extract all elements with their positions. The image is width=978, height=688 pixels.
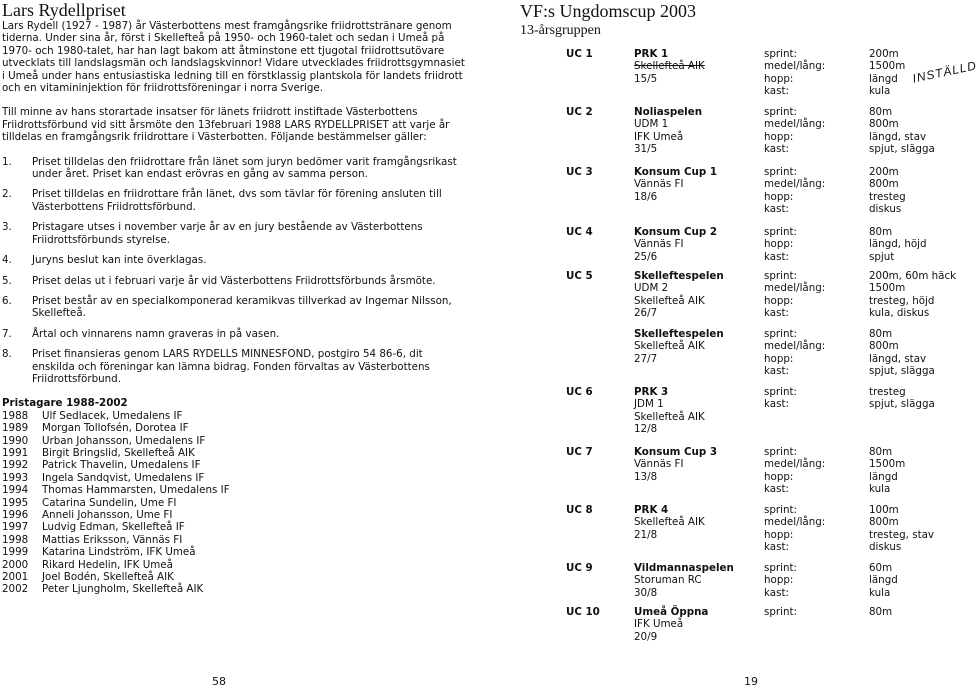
winner-row [2,447,470,459]
event-row [764,562,898,574]
competition-detail: 12/8 [634,423,658,436]
event-row [764,251,927,263]
competition-id: UC 10 [566,606,600,618]
event-value: längd, höjd [869,238,927,251]
rule-text: Priset tilldelas den friidrottare från länet som juryn bedömer varit framgångsrikast under året. Priset kan endast erövras en gång av samma person. [32,155,457,181]
event-row [764,386,935,398]
competition-events [764,166,906,216]
event-row [764,60,905,72]
competition-detail: UDM 2 [634,282,669,295]
competition-detail: IFK Umeå [634,618,684,631]
event-row [764,398,935,410]
competition-id: UC 5 [566,270,593,282]
competition-detail: 13/8 [634,470,658,483]
event-value: 800m [869,516,899,529]
event-value: 80m [869,446,893,458]
cancelled-stamp: INSTÄLLD [911,58,978,86]
event-row [764,238,927,250]
event-value: 200m [869,48,899,60]
rule-item [2,295,466,320]
winner-year: 1995 [2,496,29,509]
event-value: 1500m [869,282,906,295]
event-value: tresteg, höjd [869,294,935,307]
event-row [764,458,905,470]
event-row [764,295,956,307]
event-value: kula [869,483,891,496]
competition-info [634,328,724,365]
winner-year: 2000 [2,558,29,571]
right-page [520,0,978,688]
winner-name: Ludvig Edman, Skellefteå IF [42,521,185,534]
competition-events [764,606,892,618]
competition-events [764,504,934,554]
event-category: hopp: [764,190,794,203]
event-category: hopp: [764,72,794,85]
winners-list [0,410,470,596]
competition-events [764,270,956,320]
event-value: kula, diskus [869,307,930,320]
event-row [764,446,905,458]
winner-name: Peter Ljungholm, Skellefteå AIK [42,583,204,596]
winner-name: Rikard Hedelin, IFK Umeå [42,558,173,571]
rule-number: 8. [2,348,12,361]
competition-name: PRK 3 [634,386,669,398]
winner-name: Catarina Sundelin, Ume FI [42,496,177,509]
event-value: 1500m [869,60,906,73]
event-value: 80m [869,106,893,118]
competition-id: UC 6 [566,386,593,398]
event-row [764,191,906,203]
event-category: medel/lång: [764,118,826,131]
winner-name: Morgan Tollofsén, Dorotea IF [42,422,189,435]
event-value: spjut, slägga [869,143,935,156]
event-category: kast: [764,541,789,554]
winner-row [2,559,470,571]
event-row [764,483,905,495]
competition-detail: 30/8 [634,586,658,599]
event-value: diskus [869,541,902,554]
winner-row [2,546,470,558]
event-value: 800m [869,178,899,191]
competition-detail: 15/5 [634,72,658,85]
rule-text: Priset finansieras genom LARS RYDELLS MINNESFOND, postgiro 54 86-6, dit enskilda och föreningar kan lämna bidrag. Fonden förvaltas av Västerbottens Friidrottsförbund. [32,348,430,385]
competition-events [764,386,935,411]
rule-item [2,156,466,181]
competition-events [764,106,935,156]
event-category: kast: [764,398,789,411]
rule-text: Priset tilldelas en friidrottare från länet, dvs som tävlar för förening ansluten till Västerbottens Friidrottsförbund. [32,188,442,213]
event-row [764,226,927,238]
event-value: diskus [869,203,902,216]
page-number: 19 [744,674,758,688]
rule-text: Pristagare utses i november varje år av en jury bestående av Västerbottens Friidrottsförbunds styrelse. [32,221,423,246]
event-category: sprint: [764,446,798,458]
event-category: kast: [764,483,789,496]
rule-number: 2. [2,188,12,201]
event-value: längd [869,72,898,85]
competition-info [634,606,708,643]
winner-name: Katarina Lindström, IFK Umeå [42,546,196,559]
rule-text: Priset består av en specialkomponerad keramikvas tillverkad av Ingemar Nilsson, Skellefteå. [32,294,452,320]
rules-list [0,156,470,386]
winner-row [2,521,470,533]
competition-id: UC 3 [566,166,593,178]
event-category: sprint: [764,562,798,574]
event-value: tresteg [869,190,906,203]
event-category: medel/lång: [764,340,826,353]
rule-number: 4. [2,254,12,267]
event-value: 800m [869,118,899,131]
event-category: hopp: [764,238,794,251]
competition-detail: Skellefteå AIK [634,340,705,353]
event-category: sprint: [764,270,798,282]
event-value: spjut, slägga [869,365,935,378]
statutes-paragraph: Till minne av hans storartade insatser för länets friidrott instiftade Västerbottens Friidrottsförbund vid sitt årsmöte den 13februari 1988 LARS RYDELLPRISET att varje år tilldelas en framgångsrik friidrottare i Västerbotten. Följande bestämmelser gäller: [2,106,450,144]
competition-detail: 18/6 [634,190,658,203]
competition-detail: 20/9 [634,630,658,643]
event-category: kast: [764,586,789,599]
event-row [764,587,898,599]
competition-name: Konsum Cup 2 [634,226,717,238]
event-category: sprint: [764,386,798,398]
winner-year: 1994 [2,484,29,497]
competition-events [764,226,927,263]
winner-year: 1990 [2,434,29,447]
winner-year: 1997 [2,521,29,534]
competition-name: Noliaspelen [634,106,703,118]
competition-detail: Vännäs FI [634,178,684,191]
event-row [764,516,934,528]
rule-number: 6. [2,294,12,307]
event-row [764,529,934,541]
competition-detail: Vännäs FI [634,238,684,251]
event-row [764,574,898,586]
age-group-subtitle: 13-årsgruppen [520,23,601,38]
competition-detail: UDM 1 [634,118,669,131]
event-category: sprint: [764,328,798,340]
competition-detail: Vännäs FI [634,458,684,471]
event-row [764,504,934,516]
event-row [764,353,935,365]
competition-name: Umeå Öppna [634,606,709,618]
rule-item [2,188,466,213]
event-value: tresteg [869,386,906,398]
event-category: medel/lång: [764,458,826,471]
event-row [764,282,956,294]
rule-text: Priset delas ut i februari varje år vid Västerbottens Friidrottsförbunds årsmöte. [32,274,436,287]
competition-name: PRK 4 [634,504,669,516]
competition-id: UC 8 [566,504,593,516]
event-value: längd [869,470,898,483]
winner-name: Urban Johansson, Umedalens IF [42,434,206,447]
event-value: spjut [869,250,895,263]
event-value: kula [869,586,891,599]
event-category: sprint: [764,606,798,618]
competition-detail: Skellefteå AIK [634,294,705,307]
winner-row [2,571,470,583]
event-category: hopp: [764,574,794,587]
event-row [764,143,935,155]
competition-detail: Skellefteå AIK [634,60,705,73]
winner-year: 1992 [2,459,29,472]
event-value: 100m [869,504,899,516]
winner-year: 2001 [2,571,29,584]
event-row [764,73,905,85]
competition-name: Skelleftespelen [634,270,724,282]
event-row [764,365,935,377]
winner-year: 2002 [2,583,29,596]
event-category: kast: [764,143,789,156]
competition-info [634,446,717,483]
competition-name: Skelleftespelen [634,328,724,340]
rule-item [2,328,466,340]
competition-info [634,504,705,541]
competition-name: Vildmannaspelen [634,562,734,574]
event-category: medel/lång: [764,60,826,73]
event-category: sprint: [764,226,798,238]
event-category: medel/lång: [764,178,826,191]
competition-events [764,328,935,378]
event-category: kast: [764,85,789,98]
competition-info [634,226,717,263]
event-value: 800m [869,340,899,353]
event-category: medel/lång: [764,516,826,529]
event-category: sprint: [764,48,798,60]
winner-year: 1996 [2,509,29,521]
rule-number: 5. [2,274,12,287]
competition-info [634,270,724,320]
competition-detail: 21/8 [634,528,658,541]
event-category: hopp: [764,294,794,307]
event-row [764,118,935,130]
event-category: hopp: [764,528,794,541]
competition-name: Konsum Cup 1 [634,166,717,178]
event-row [764,471,905,483]
rule-item [2,254,466,266]
competition-info [634,106,702,156]
event-row [764,203,906,215]
winner-row [2,422,470,434]
event-category: kast: [764,307,789,320]
competition-events [764,446,905,496]
left-page [0,0,470,688]
winner-row [2,484,470,496]
winner-name: Mattias Eriksson, Vännäs FI [42,533,183,546]
competition-events [764,48,905,98]
rule-number: 1. [2,155,12,168]
event-row [764,166,906,178]
winner-year: 1999 [2,546,29,559]
competition-detail: 26/7 [634,307,658,320]
competition-detail: Storuman RC [634,574,702,587]
winner-row [2,472,470,484]
event-category: sprint: [764,504,798,516]
competition-detail: Skellefteå AIK [634,516,705,529]
competition-detail: JDM 1 [634,398,664,411]
event-category: kast: [764,250,789,263]
event-row [764,48,905,60]
winner-name: Anneli Johansson, Ume FI [42,509,173,521]
competition-id: UC 9 [566,562,593,574]
winner-row [2,410,470,422]
competition-info [634,386,705,436]
winner-year: 1988 [2,409,29,422]
intro-paragraph: Lars Rydell (1927 - 1987) år Västerbottens mest framgångsrike friidrottstränare genom tiderna. Under sina år, först i Skellefteå på 1950- och 1960-talet och sedan i Umeå på 1970- och 1980-talet, har han lagt bakom att åtminstone ett tjugotal friidrottsutövare utvecklats till landslagsmän och landslagskvinnor! Vidare utvecklades friidrottsgymnasiet i Umeå under hans entusiastiska ledning till en förstklassig plantskola för landets friidrott och en vitamininjektion för friidrottsföreningar i norra Sverige. [2,20,465,95]
event-value: tresteg, stav [869,528,935,541]
rule-text: Juryns beslut kan inte överklagas. [32,254,207,267]
rule-item [2,221,466,246]
event-value: 60m [869,562,893,574]
event-row [764,307,956,319]
event-value: spjut, slägga [869,398,935,411]
page-number: 58 [212,674,226,688]
event-row [764,85,905,97]
competition-schedule [520,0,960,660]
winner-name: Patrick Thavelin, Umedalens IF [42,459,201,472]
winner-row [2,583,470,595]
event-row [764,541,934,553]
event-category: sprint: [764,106,798,118]
event-value: 1500m [869,458,906,471]
event-row [764,131,935,143]
competition-detail: Skellefteå AIK [634,410,705,423]
competition-id: UC 7 [566,446,593,458]
event-category: kast: [764,203,789,216]
winners-title: Pristagare 1988-2002 [2,397,128,410]
competition-detail: IFK Umeå [634,130,684,143]
event-value: längd, stav [869,352,927,365]
cup-title: VF:s Ungdomscup 2003 [520,1,697,21]
event-value: längd [869,574,898,587]
winner-year: 1989 [2,422,29,435]
competition-detail: 27/7 [634,352,658,365]
event-value: längd, stav [869,130,927,143]
competition-info [634,166,717,203]
event-value: kula [869,85,891,98]
winner-name: Ingela Sandqvist, Umedalens IF [42,471,205,484]
event-row [764,270,956,282]
event-row [764,328,935,340]
winner-year: 1998 [2,533,29,546]
rule-item [2,275,466,287]
winner-year: 1991 [2,446,29,459]
winner-name: Ulf Sedlacek, Umedalens IF [42,409,183,422]
winner-row [2,435,470,447]
winner-row [2,497,470,509]
competition-name: Konsum Cup 3 [634,446,717,458]
winner-year: 1993 [2,471,29,484]
page-title: Lars Rydellpriset [2,0,126,20]
rule-number: 3. [2,221,12,234]
event-value: 200m, 60m häck [869,270,957,282]
rule-item [2,348,466,385]
event-category: hopp: [764,352,794,365]
competition-info [634,562,734,599]
competition-id: UC 1 [566,48,593,60]
event-value: 200m [869,166,899,178]
competition-id: UC 4 [566,226,593,238]
event-row [764,106,935,118]
event-category: medel/lång: [764,282,826,295]
competition-name: PRK 1 [634,48,669,60]
competition-events [764,562,898,599]
winner-row [2,509,470,521]
event-category: hopp: [764,470,794,483]
competition-detail: 25/6 [634,250,658,263]
rule-number: 7. [2,327,12,340]
event-row [764,340,935,352]
event-category: sprint: [764,166,798,178]
winner-name: Thomas Hammarsten, Umedalens IF [42,484,230,497]
winner-name: Joel Bodén, Skellefteå AIK [42,571,174,584]
event-category: kast: [764,365,789,378]
winner-row [2,459,470,471]
rule-text: Årtal och vinnarens namn graveras in på vasen. [32,327,280,340]
event-row [764,178,906,190]
competition-detail: 31/5 [634,143,658,156]
competition-info [634,48,705,85]
event-value: 80m [869,328,893,340]
event-value: 80m [869,606,893,618]
event-row [764,606,892,618]
event-category: hopp: [764,130,794,143]
winner-name: Birgit Bringslid, Skellefteå AIK [42,446,195,459]
competition-id: UC 2 [566,106,593,118]
event-value: 80m [869,226,893,238]
winner-row [2,534,470,546]
